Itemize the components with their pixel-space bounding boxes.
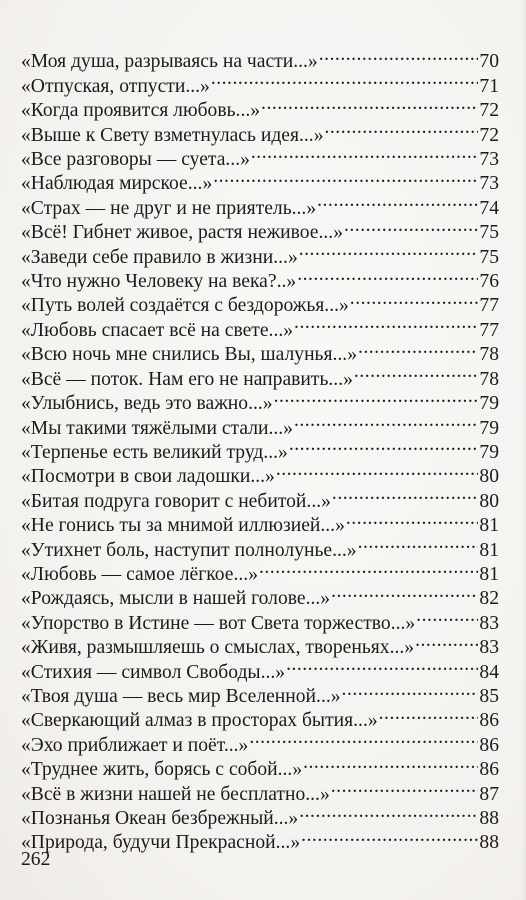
toc-entry-title: «Любовь — самое лёгкое...»: [21, 563, 258, 585]
toc-entry-title: «Битая подруга говорит с небитой...»: [21, 490, 331, 512]
toc-entry-title: «Отпуская, отпусти...»: [21, 75, 210, 97]
toc-dot-leader: [303, 751, 478, 775]
toc-entry-page: 81: [479, 563, 499, 585]
toc-entry-title: «Путь волей создаётся с бездорожья...»: [21, 295, 349, 317]
toc-entry-page: 83: [479, 637, 499, 659]
toc-entry-page: 78: [479, 344, 499, 366]
toc-entry-title: «Когда проявится любовь...»: [21, 100, 261, 122]
toc-entry-page: 77: [479, 319, 499, 341]
toc-dot-leader: [211, 67, 479, 91]
toc-entry-page: 88: [479, 808, 499, 829]
toc-dot-leader: [317, 189, 478, 213]
toc-entry-title: «Улыбнись, ведь это важно...»: [21, 393, 273, 415]
toc-dot-leader: [213, 165, 478, 189]
toc-dot-leader: [299, 800, 478, 824]
toc-entry-title: «Всё! Гибнет живое, растя неживое...»: [21, 222, 343, 244]
toc-entry-page: 88: [479, 832, 499, 854]
toc-entry-page: 87: [479, 783, 499, 805]
toc-dot-leader: [294, 311, 478, 335]
toc-entry-page: 73: [479, 149, 499, 171]
toc-dot-leader: [299, 238, 479, 262]
toc-entry-page: 80: [479, 490, 499, 512]
toc-entry-page: 75: [479, 222, 499, 244]
toc-dot-leader: [259, 556, 478, 580]
toc-dot-leader: [344, 214, 478, 238]
toc-entry-page: 80: [479, 466, 499, 488]
toc-dot-leader: [319, 43, 479, 67]
toc-dot-leader: [332, 482, 478, 506]
toc-entry-title: «Любовь спасает всё на свете...»: [21, 319, 294, 341]
page-edge-shadow: [522, 0, 526, 900]
toc-entry-title: «Что нужно Человеку на века?..»: [21, 271, 297, 293]
toc-entry: [21, 43, 499, 73]
toc-dot-leader: [249, 726, 478, 750]
toc-entry-title: «Не гонись ты за мнимой иллюзией...»: [21, 515, 345, 537]
toc-entry-title: «Выше к Свету взметнулась идея...»: [21, 124, 324, 146]
table-of-contents: [21, 43, 499, 854]
toc-dot-leader: [274, 385, 479, 409]
toc-entry-title: «Познанья Океан безбрежный...»: [21, 808, 299, 829]
toc-entry-page: 86: [479, 759, 499, 781]
toc-dot-leader: [416, 604, 478, 628]
toc-entry-page: 72: [479, 100, 499, 122]
toc-entry-title: «Все разговоры — суета...»: [21, 149, 250, 171]
toc-entry-page: 71: [479, 75, 499, 97]
toc-entry-page: 86: [479, 734, 499, 756]
toc-entry-page: 76: [479, 271, 499, 293]
toc-entry-title: «Твоя душа — весь мир Вселенной...»: [21, 685, 341, 707]
toc-entry-page: 84: [479, 661, 499, 683]
toc-entry-page: 85: [479, 685, 499, 707]
toc-entry-title: «Всё — поток. Нам его не направить...»: [21, 368, 353, 390]
toc-entry-title: «Упорство в Истине — вот Света торжество...»: [21, 612, 416, 634]
toc-entry-title: «Стихия — символ Свободы...»: [21, 661, 286, 683]
toc-entry-title: «Природа, будучи Прекрасной...»: [21, 832, 301, 854]
toc-entry-page: 78: [479, 368, 499, 390]
toc-dot-leader: [325, 116, 479, 140]
toc-entry-title: «Заведи себе правило в жизни...»: [21, 246, 298, 268]
toc-dot-leader: [350, 287, 479, 311]
toc-dot-leader: [331, 775, 479, 799]
toc-dot-leader: [379, 702, 479, 726]
toc-entry-title: «Терпенье есть великий труд...»: [21, 441, 288, 463]
toc-dot-leader: [358, 531, 479, 555]
toc-entry-page: 81: [479, 539, 499, 561]
toc-dot-leader: [251, 141, 479, 165]
toc-entry-page: 70: [479, 51, 499, 73]
toc-entry-title: «Эхо приближает и поёт...»: [21, 734, 249, 756]
toc-entry-page: 72: [479, 124, 499, 146]
toc-entry-title: «Посмотри в свои ладошки...»: [21, 466, 275, 488]
toc-dot-leader: [358, 336, 478, 360]
toc-entry-title: «Моя душа, разрываясь на части...»: [21, 51, 318, 73]
toc-dot-leader: [331, 580, 478, 604]
toc-entry-page: 79: [479, 417, 499, 439]
toc-entry-page: 75: [479, 246, 499, 268]
toc-dot-leader: [286, 653, 478, 677]
toc-entry-title: «Труднее жить, борясь с собой...»: [21, 759, 303, 781]
toc-dot-leader: [342, 678, 479, 702]
toc-entry-page: 79: [479, 393, 499, 415]
toc-entry-page: 81: [479, 515, 499, 537]
toc-entry-title: «Сверкающий алмаз в просторах бытия...»: [21, 710, 378, 732]
toc-entry-page: 83: [479, 612, 499, 634]
page-number: 262: [21, 849, 51, 870]
toc-entry-title: «Живя, размышляешь о смыслах, твореньях...»: [21, 637, 415, 659]
toc-entry-title: «Всю ночь мне снились Вы, шалунья...»: [21, 344, 357, 366]
toc-entry-page: 79: [479, 441, 499, 463]
toc-dot-leader: [346, 507, 479, 531]
toc-dot-leader: [294, 409, 478, 433]
toc-dot-leader: [297, 263, 478, 287]
toc-entry-page: 73: [479, 173, 499, 195]
toc-entry-page: 86: [479, 710, 499, 732]
toc-entry-title: «Мы такими тяжёлыми стали...»: [21, 417, 293, 439]
toc-entry-title: «Наблюдая мирское...»: [21, 173, 213, 195]
toc-entry-page: 82: [479, 588, 499, 610]
toc-entry-title: «Всё в жизни нашей не бесплатно...»: [21, 783, 330, 805]
toc-entry-title: «Страх — не друг и не приятель...»: [21, 197, 317, 219]
toc-dot-leader: [276, 458, 479, 482]
toc-entry-page: 74: [479, 197, 499, 219]
toc-dot-leader: [261, 92, 478, 116]
toc-dot-leader: [289, 434, 479, 458]
toc-dot-leader: [354, 360, 479, 384]
toc-dot-leader: [301, 824, 478, 848]
toc-dot-leader: [415, 629, 478, 653]
toc-entry-page: 77: [479, 295, 499, 317]
toc-entry-title: «Рождаясь, мысли в нашей голове...»: [21, 588, 331, 610]
toc-entry-title: «Утихнет боль, наступит полнолунье...»: [21, 539, 357, 561]
